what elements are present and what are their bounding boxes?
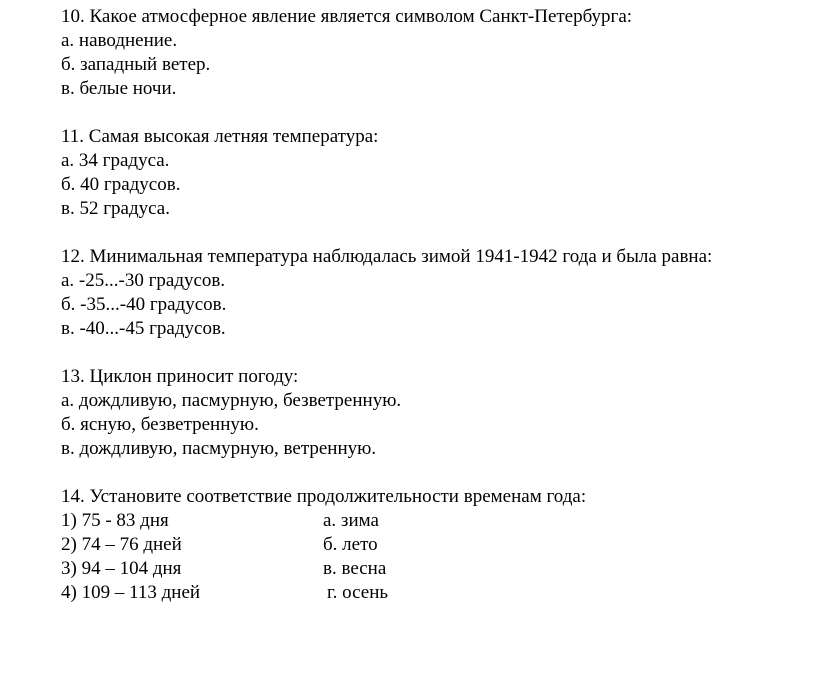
duration-item: 2) 74 – 76 дней — [61, 534, 182, 555]
answer-option: в. белые ночи. — [61, 78, 177, 99]
matching-row — [61, 557, 796, 581]
question-12 — [61, 245, 796, 341]
answer-option: б. западный ветер. — [61, 54, 211, 75]
matching-row — [61, 533, 796, 557]
answer-option: в. дождливую, пасмурную, ветренную. — [61, 438, 377, 459]
matching-row — [61, 509, 796, 533]
answer-option: а. дождливую, пасмурную, безветренную. — [61, 390, 402, 411]
answer-option: а. -25...-30 градусов. — [61, 270, 226, 291]
answer-option: б. -35...-40 градусов. — [61, 294, 227, 315]
question-title: 11. Самая высокая летняя температура: — [61, 126, 379, 147]
season-item: а. зима — [323, 510, 379, 531]
answer-option: а. 34 градуса. — [61, 150, 170, 171]
question-title: 10. Какое атмосферное явление является символом Санкт-Петербурга: — [61, 6, 633, 27]
question-10 — [61, 5, 796, 101]
question-14 — [61, 485, 796, 605]
duration-item: 3) 94 – 104 дня — [61, 558, 182, 579]
season-item: б. лето — [323, 534, 378, 555]
spacer — [61, 341, 796, 365]
duration-item: 4) 109 – 113 дней — [61, 582, 201, 603]
spacer — [61, 461, 796, 485]
season-item: в. весна — [323, 558, 387, 579]
spacer — [61, 221, 796, 245]
duration-item: 1) 75 - 83 дня — [61, 510, 169, 531]
answer-option: в. 52 градуса. — [61, 198, 170, 219]
matching-row — [61, 581, 796, 605]
answer-option: в. -40...-45 градусов. — [61, 318, 226, 339]
question-title: 14. Установите соответствие продолжительности временам года: — [61, 486, 587, 507]
answer-option: б. 40 градусов. — [61, 174, 181, 195]
season-item: г. осень — [327, 582, 389, 603]
question-title: 13. Циклон приносит погоду: — [61, 366, 299, 387]
worksheet — [61, 5, 796, 605]
question-13 — [61, 365, 796, 461]
answer-option: б. ясную, безветренную. — [61, 414, 259, 435]
answer-option: а. наводнение. — [61, 30, 178, 51]
question-11 — [61, 125, 796, 221]
question-title: 12. Минимальная температура наблюдалась зимой 1941-1942 года и была равна: — [61, 246, 713, 267]
spacer — [61, 101, 796, 125]
